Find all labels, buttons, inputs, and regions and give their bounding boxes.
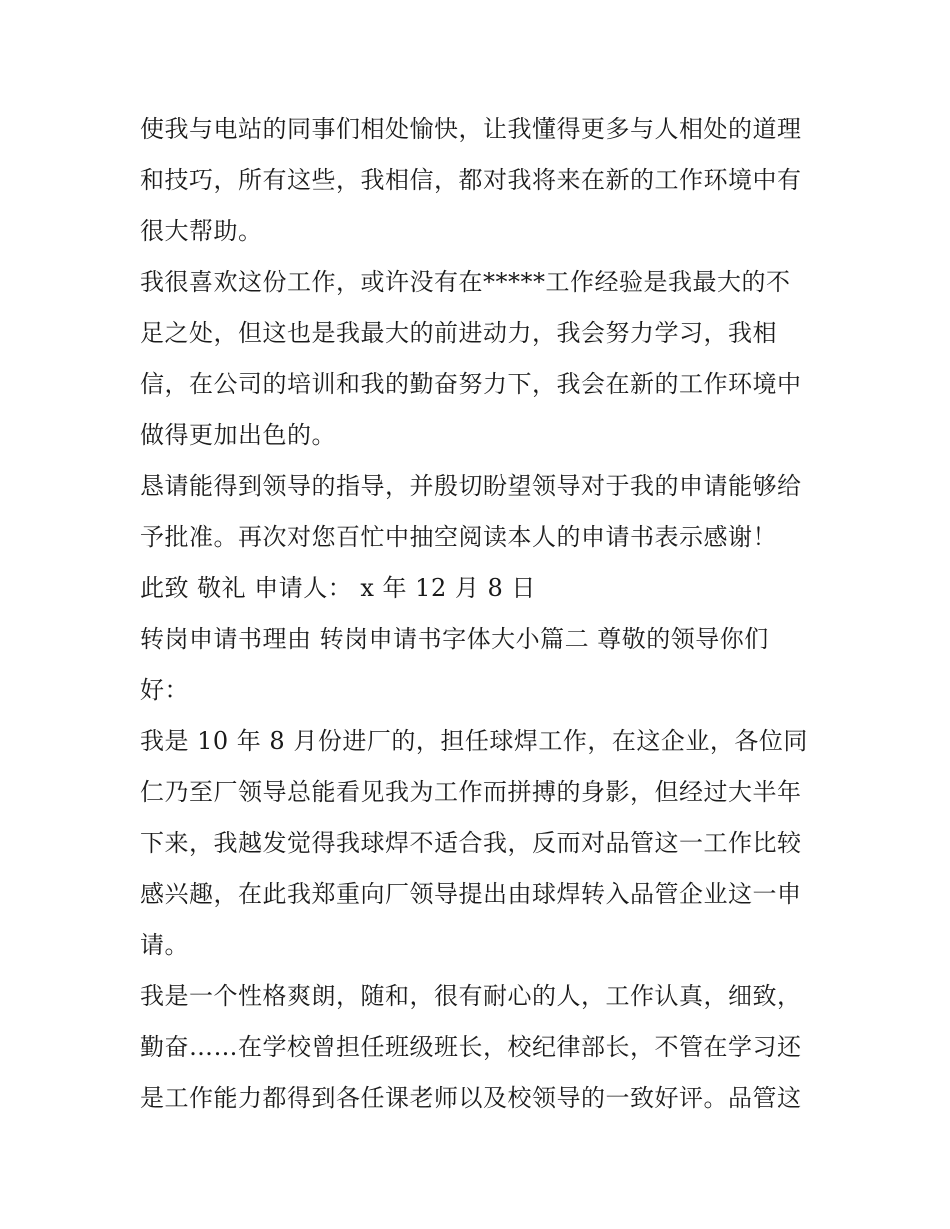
text-line: 做得更加出色的。 (140, 421, 336, 449)
text-line: 勤奋……在学校曾担任班级班长，校纪律部长，不管在学习还 (140, 1033, 802, 1061)
text-line: 予批准。再次对您百忙中抽空阅读本人的申请书表示感谢！ (140, 523, 777, 551)
text-line: 转岗申请书理由 转岗申请书字体大小篇二 尊敬的领导你们 (140, 625, 769, 653)
text-line: 很大帮助。 (140, 217, 263, 245)
text-line: 下来，我越发觉得我球焊不适合我，反而对品管这一工作比较 (140, 829, 802, 857)
text-line: 我是 10 年 8 月份进厂的，担任球焊工作，在这企业，各位同 (140, 727, 808, 755)
text-line: 感兴趣，在此我郑重向厂领导提出由球焊转入品管企业这一申 (140, 880, 802, 908)
text-line: 此致 敬礼 申请人： x 年 12 月 8 日 (140, 574, 536, 602)
text-line: 使我与电站的同事们相处愉快，让我懂得更多与人相处的道理 (140, 115, 802, 143)
text-line: 我很喜欢这份工作，或许没有在*****工作经验是我最大的不 (140, 268, 791, 296)
text-line: 足之处，但这也是我最大的前进动力，我会努力学习，我相 (140, 319, 777, 347)
text-line: 和技巧，所有这些，我相信，都对我将来在新的工作环境中有 (140, 166, 802, 194)
text-line: 好： (140, 676, 189, 704)
text-line: 恳请能得到领导的指导，并殷切盼望领导对于我的申请能够给 (140, 472, 802, 500)
text-line: 信，在公司的培训和我的勤奋努力下，我会在新的工作环境中 (140, 370, 802, 398)
text-line: 我是一个性格爽朗，随和，很有耐心的人，工作认真，细致， (140, 982, 802, 1010)
text-line: 仁乃至厂领导总能看见我为工作而拼搏的身影，但经过大半年 (140, 778, 802, 806)
text-line: 请。 (140, 931, 189, 959)
text-line: 是工作能力都得到各任课老师以及校领导的一致好评。品管这 (140, 1084, 802, 1112)
